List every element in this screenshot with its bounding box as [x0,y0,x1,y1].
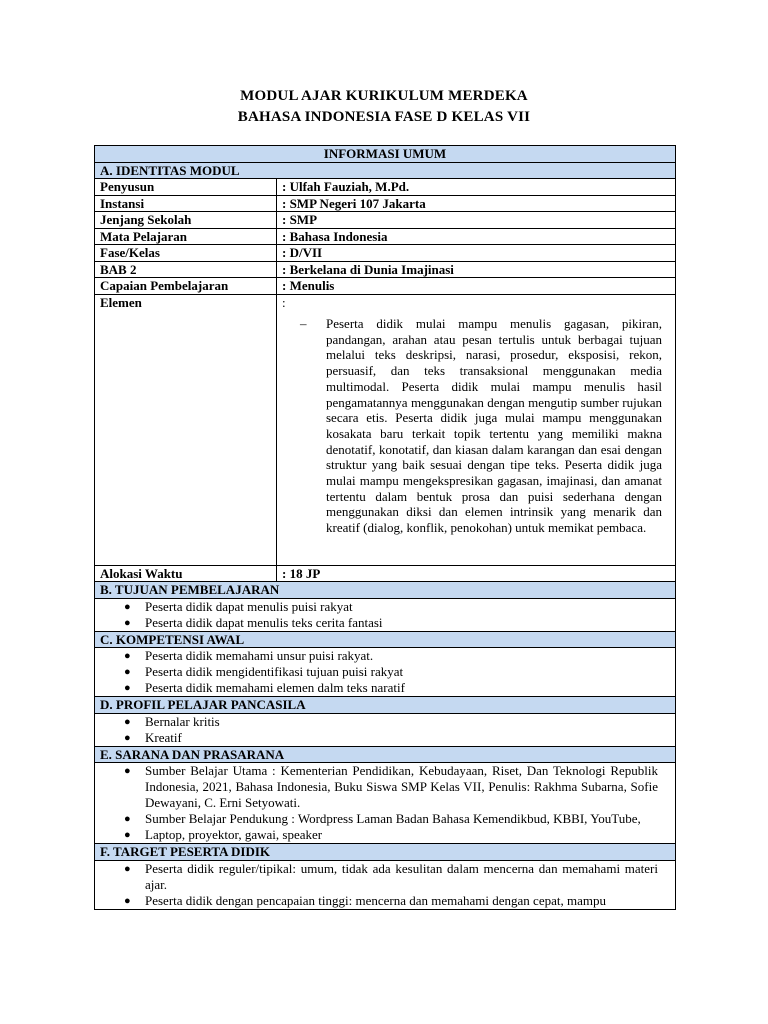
identity-label: Instansi [95,195,277,212]
table-row [95,565,676,582]
list-item [100,615,670,631]
kompetensi-cell [95,648,676,697]
informasi-umum-header: INFORMASI UMUM [95,146,676,163]
title-line-1: MODUL AJAR KURIKULUM MERDEKA [240,88,528,104]
document-title [0,86,768,128]
kompetensi-list [100,648,670,696]
list-item [100,680,670,696]
table-row [95,195,676,212]
target-list [100,861,670,909]
list-item-text: Peserta didik dengan pencapaian tinggi: mencerna dan memahami dengan cepat, mampu [145,892,606,908]
list-item-text: Peserta didik reguler/tipikal: umum, tidak ada kesulitan dalam mencerna dan memahami materi ajar. [145,860,658,892]
list-item-text: Laptop, proyektor, gawai, speaker [145,827,323,842]
bullet-icon: ● [124,650,131,662]
section-tujuan-pembelajaran: B. TUJUAN PEMBELAJARAN [95,582,676,599]
list-item-text: Peserta didik memahami elemen dalm teks naratif [145,680,405,695]
tujuan-list [100,599,670,631]
list-item [100,763,670,811]
list-item-text: Sumber Belajar Pendukung : Wordpress Laman Badan Bahasa Kemendikbud, KBBI, YouTube, [145,811,641,826]
alokasi-value: : 18 JP [277,565,676,582]
identity-label: Fase/Kelas [95,245,277,262]
list-item-text: Sumber Belajar Utama : Kementerian Pendidikan, Kebudayaan, Riset, Dan Teknologi Republik Indonesia, 2021, Bahasa Indonesia, Buku Siswa SMP Kelas VII, Penulis: Rakhma Subarna, Sofie Dewayani, C. Erni Setyowati. [145,763,658,810]
section-identitas-modul: A. IDENTITAS MODUL [95,162,676,179]
identity-value: : SMP [277,212,676,229]
identity-label: Jenjang Sekolah [95,212,277,229]
sarana-cell [95,763,676,844]
sarana-list [100,763,670,843]
list-item [282,316,670,536]
list-item [100,664,670,680]
bullet-icon: ● [124,862,131,875]
table-row [95,245,676,262]
title-line-2: BAHASA INDONESIA FASE D KELAS VII [237,109,531,125]
identity-value: : Ulfah Fauziah, M.Pd. [277,179,676,196]
bullet-icon: ● [124,813,131,825]
table-row [95,228,676,245]
list-item-text: Kreatif [145,729,182,745]
list-item [100,599,670,615]
bullet-icon: ● [124,600,131,613]
table-row [95,212,676,229]
bullet-icon: ● [124,616,131,629]
identity-value: : Bahasa Indonesia [277,228,676,245]
list-item-text: Peserta didik dapat menulis puisi rakyat [145,598,353,614]
identity-value: : Berkelana di Dunia Imajinasi [277,261,676,278]
identity-label: Mata Pelajaran [95,228,277,245]
dash-marker: – [300,316,307,331]
table-row [95,261,676,278]
bullet-icon: ● [124,765,131,777]
identity-label: Capaian Pembelajaran [95,278,277,295]
target-cell [95,860,676,909]
bullet-icon: ● [124,682,131,694]
identity-label: Penyusun [95,179,277,196]
module-table [94,145,676,910]
profil-list [100,714,670,746]
table-row [95,278,676,295]
table-row [95,179,676,196]
bullet-icon: ● [124,829,131,841]
identity-value: : D/VII [277,245,676,262]
list-item [100,811,670,827]
bullet-icon: ● [124,894,131,907]
list-item [100,827,670,843]
elemen-row [95,294,676,565]
section-target-peserta-didik: F. TARGET PESERTA DIDIK [95,844,676,861]
list-item-text: Bernalar kritis [145,713,220,729]
list-item [100,714,670,730]
section-kompetensi-awal: C. KOMPETENSI AWAL [95,631,676,648]
list-item [100,861,670,893]
bullet-icon: ● [124,731,131,744]
identity-value: : Menulis [277,278,676,295]
section-profil-pelajar-pancasila: D. PROFIL PELAJAR PANCASILA [95,697,676,714]
identity-label: BAB 2 [95,261,277,278]
elemen-colon: : [282,294,286,310]
list-item-text: Peserta didik mengidentifikasi tujuan puisi rakyat [145,664,404,679]
list-item [100,730,670,746]
elemen-text: Peserta didik mulai mampu menulis gagasan, pikiran, pandangan, arahan atau pesan tertulis untuk berbagai tujuan melalui teks deskripsi, narasi, prosedur, eksposisi, rekon, persuasif, dan teks transaksional menggunakan media multimodal. Peserta didik mulai mampu menulis hasil pengamatannya menggunakan dengan mengutip sumber rujukan secara etis. Peserta didik juga mulai mampu menggunakan kosakata baru terkait topik tertentu yang memiliki makna denotatif, konotatif, dan kiasan dalam karangan dan esai dengan struktur yang baik sesuai dengan tipe teks. Peserta didik juga mulai mampu mengekspresikan gagasan, imajinasi, dan amanat tertentu dalam bentuk prosa dan puisi sederhana dengan menggunakan diksi dan elemen intrinsik yang menarik dan kreatif (dialog, konflik, penokohan) untuk memikat pembaca. [326,316,662,536]
elemen-label: Elemen [95,294,277,565]
tujuan-cell [95,598,676,631]
section-sarana-prasarana: E. SARANA DAN PRASARANA [95,746,676,763]
profil-cell [95,713,676,746]
elemen-list [282,316,670,536]
list-item [100,648,670,664]
identity-value: : SMP Negeri 107 Jakarta [277,195,676,212]
bullet-icon: ● [124,666,131,678]
list-item-text: Peserta didik dapat menulis teks cerita fantasi [145,614,383,630]
alokasi-label: Alokasi Waktu [95,565,277,582]
bullet-icon: ● [124,715,131,728]
list-item [100,893,670,909]
elemen-value [277,294,676,565]
list-item-text: Peserta didik memahami unsur puisi rakyat. [145,648,374,663]
